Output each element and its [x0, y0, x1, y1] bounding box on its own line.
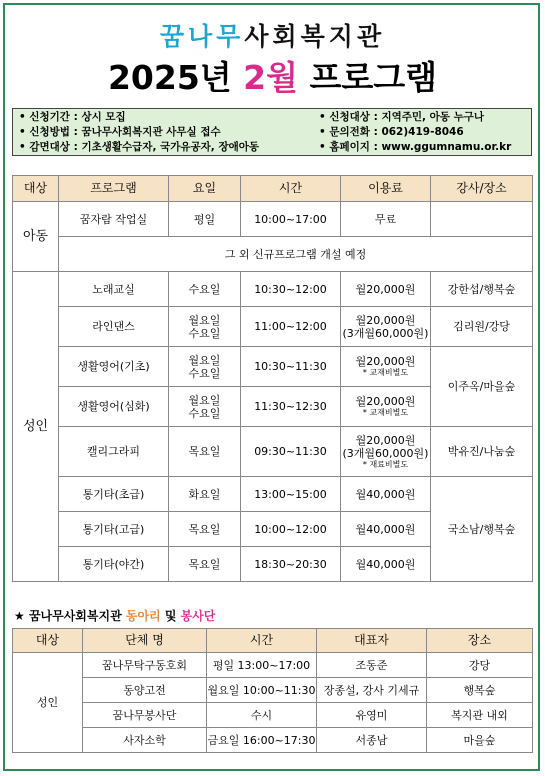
- program-fee: [341, 387, 431, 427]
- program-fee: [341, 427, 431, 477]
- club-leader: 조동준: [317, 653, 427, 678]
- program-instructor: 김리원/강당: [431, 307, 533, 347]
- program-name: 라인댄스: [59, 307, 169, 347]
- section-title-and: 및: [160, 609, 181, 623]
- program-name: 노래교실: [59, 272, 169, 307]
- table-row: [13, 728, 533, 753]
- fee-note: * 재료비별도: [362, 459, 409, 469]
- header-fee: 이용료: [341, 176, 431, 202]
- header-place: 장소: [427, 629, 533, 653]
- table-row: [13, 347, 533, 387]
- program-instructor: 박유진/나눔숲: [431, 427, 533, 477]
- program-instructor: 강한섭/행복숲: [431, 272, 533, 307]
- club-leader: 서종남: [317, 728, 427, 753]
- club-place: 행복숲: [427, 678, 533, 703]
- program-name: 캘리그라피: [59, 427, 169, 477]
- table-row: [13, 703, 533, 728]
- fee-note: * 교재비별도: [362, 408, 409, 417]
- center-name-rest: 사회복지관: [244, 22, 386, 51]
- table-row: [13, 477, 533, 512]
- club-place: 강당: [427, 653, 533, 678]
- info-phone: • 문의전화 : 062)419-8046: [319, 126, 464, 138]
- fee-monthly: 월20,000원: [355, 282, 416, 296]
- section-title-part: 꿈나무사회복지관: [24, 609, 126, 623]
- program-time: 10:30~11:30: [241, 347, 341, 387]
- program-time: 10:30~12:00: [241, 272, 341, 307]
- header-leader: 대표자: [317, 629, 427, 653]
- star-icon: ★: [14, 609, 25, 623]
- table-header-row: [13, 176, 533, 202]
- club-table: [12, 628, 533, 753]
- fee-monthly: 월20,000원: [355, 395, 416, 408]
- program-fee: [341, 547, 431, 582]
- table-row: [13, 272, 533, 307]
- fee-quarterly: (3개월60,000원): [342, 326, 429, 340]
- club-place: 복지관 내외: [427, 703, 533, 728]
- header-group: 단체 명: [83, 629, 207, 653]
- center-name: [0, 22, 545, 52]
- table-row: [13, 678, 533, 703]
- header-time: 시간: [207, 629, 317, 653]
- table-row: [13, 307, 533, 347]
- club-name: 꿈나무봉사단: [83, 703, 207, 728]
- target-adult: 성인: [13, 272, 59, 582]
- club-target: 성인: [13, 653, 83, 753]
- program-name: 꿈자람 작업실: [59, 202, 169, 237]
- new-program-note: 그 외 신규프로그램 개설 예정: [59, 237, 533, 272]
- program-name: 통기타(야간): [59, 547, 169, 582]
- club-place: 마을숲: [427, 728, 533, 753]
- target-child: 아동: [13, 202, 59, 272]
- program-name: 통기타(고급): [59, 512, 169, 547]
- club-section-title: [14, 607, 215, 624]
- info-homepage[interactable]: • 홈페이지 : www.ggumnamu.or.kr: [319, 141, 512, 153]
- program-fee: [341, 347, 431, 387]
- program-time: 13:00~15:00: [241, 477, 341, 512]
- program-day: 목요일: [169, 547, 241, 582]
- info-left: [19, 110, 259, 155]
- program-day: 목요일: [169, 512, 241, 547]
- program-instructor: 이주옥/마을숲: [431, 347, 533, 427]
- program-title-year: 2025년: [107, 58, 244, 97]
- program-fee: [341, 272, 431, 307]
- program-day: 평일: [169, 202, 241, 237]
- header-time: 시간: [241, 176, 341, 202]
- program-name: 생활영어(기초): [59, 347, 169, 387]
- club-leader: 장종설, 강사 기세규: [317, 678, 427, 703]
- program-time: 11:30~12:30: [241, 387, 341, 427]
- info-period: • 신청기간 : 상시 모집: [19, 111, 126, 123]
- program-title-month: 2월: [243, 58, 299, 97]
- program-time: 10:00~12:00: [241, 512, 341, 547]
- program-instructor: [431, 202, 533, 237]
- header-day: 요일: [169, 176, 241, 202]
- center-name-highlight: 꿈나무: [159, 22, 245, 51]
- info-right: [319, 110, 511, 155]
- program-name: 생활영어(심화): [59, 387, 169, 427]
- club-time: 수시: [207, 703, 317, 728]
- club-name: 사자소학: [83, 728, 207, 753]
- table-row: [13, 427, 533, 477]
- program-title: [0, 56, 545, 100]
- program-day: 화요일: [169, 477, 241, 512]
- club-leader: 유영미: [317, 703, 427, 728]
- program-fee: [341, 307, 431, 347]
- program-day: 수요일: [169, 272, 241, 307]
- section-title-club: 동아리: [125, 609, 161, 623]
- section-title-volunteer: 봉사단: [180, 609, 216, 623]
- info-target: • 신청대상 : 지역주민, 아동 누구나: [319, 111, 485, 123]
- program-day: 월요일 수요일: [169, 307, 241, 347]
- fee-monthly: 월40,000원: [355, 522, 416, 536]
- info-discount: • 감면대상 : 기초생활수급자, 국가유공자, 장애아동: [19, 141, 260, 153]
- program-time: 18:30~20:30: [241, 547, 341, 582]
- program-fee: 무료: [341, 202, 431, 237]
- fee-monthly: 월20,000원: [355, 313, 416, 327]
- table-row: [13, 237, 533, 272]
- fee-quarterly: (3개월60,000원): [342, 446, 429, 460]
- fee-monthly: 월20,000원: [355, 355, 416, 368]
- club-name: 꿈나무탁구동호회: [83, 653, 207, 678]
- table-row: [13, 202, 533, 237]
- header-instructor: 강사/장소: [431, 176, 533, 202]
- header-target: 대상: [13, 176, 59, 202]
- program-time: 11:00~12:00: [241, 307, 341, 347]
- fee-monthly: 월20,000원: [355, 433, 416, 447]
- table-row: [13, 653, 533, 678]
- club-time: 평일 13:00~17:00: [207, 653, 317, 678]
- program-time: 10:00~17:00: [241, 202, 341, 237]
- fee-note: * 교재비별도: [362, 368, 409, 377]
- header-program: 프로그램: [59, 176, 169, 202]
- program-day: 목요일: [169, 427, 241, 477]
- fee-monthly: 월40,000원: [355, 487, 416, 501]
- club-time: 월요일 10:00~11:30: [207, 678, 317, 703]
- header-target: 대상: [13, 629, 83, 653]
- program-title-rest: 프로그램: [298, 58, 438, 97]
- club-name: 동양고전: [83, 678, 207, 703]
- info-box: [12, 108, 532, 156]
- program-fee: [341, 512, 431, 547]
- table-header-row: [13, 629, 533, 653]
- info-method: • 신청방법 : 꿈나무사회복지관 사무실 접수: [19, 126, 221, 138]
- program-time: 09:30~11:30: [241, 427, 341, 477]
- fee-monthly: 월40,000원: [355, 557, 416, 571]
- program-table: [12, 175, 533, 582]
- program-instructor: 국소남/행복숲: [431, 477, 533, 582]
- program-fee: [341, 477, 431, 512]
- program-day: 월요일 수요일: [169, 347, 241, 387]
- program-name: 통기타(초급): [59, 477, 169, 512]
- program-day: 월요일 수요일: [169, 387, 241, 427]
- club-time: 금요일 16:00~17:30: [207, 728, 317, 753]
